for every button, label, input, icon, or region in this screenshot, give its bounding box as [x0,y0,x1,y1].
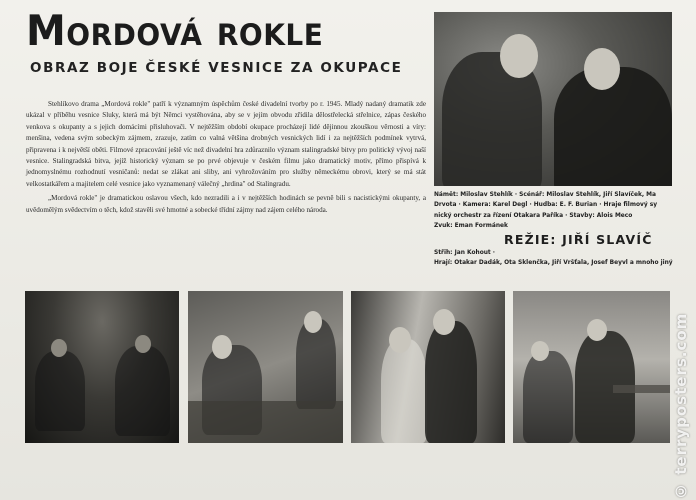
credits-line: Střih: Jan Kohout · [434,249,496,256]
poster-subtitle: OBRAZ BOJE ČESKÉ VESNICE ZA OKUPACE [30,60,403,76]
credits-line: Námět: Miloslav Stehlík · Scénář: Miloslav Stehlík, Jiří Slavíček, Ma [434,192,656,198]
still-photo-couple [351,291,505,443]
director-credit: REŽIE: JIŘÍ SLAVÍČ [504,231,653,247]
credits-line: Drvota · Kamera: Karel Degl · Hudba: E. F. Burian · Hraje filmový sy [434,202,658,209]
still-photo-ravine [25,291,179,443]
synopsis-text [26,99,426,219]
credits-block [434,190,674,268]
still-photo-handshake [434,12,672,186]
cast-line: Hrají: Otakar Dadák, Ota Sklenčka, Jiří Vršťala, Josef Beyvl a mnoho jiný [434,260,673,267]
synopsis-paragraph: Stehlíkovo drama „Mordová rokle" patří k významným úspěchům české divadelní tvorby po r. 1945. Mladý nadaný dramatik zde ukázal v příběhu vesnice Sluky, která má být Němci vystěhována, aby se v jejím obvodu zřídila dělostřelecká střelnice, zápas českého venkova s okupanty a s jejich domácími přisluhovači. V nejtěžším období okupace procházejí lidé dějinnou zkouškou věrnosti a víry: menšina, vedena svým sobeckým zájmem, zrazuje, zatím co valná většina drobných vesnických lidí i za nejtěžších podmínek vytrvá, připravena i k největší oběti. Filmové zpracování ještě víc než divadelní hra zdůraznilo význam stalingradské bitvy pro politický vývoj naší vesnice. Stalingradská bitva, jejíž historický význam se po prvé objevuje v českém filmu jako dramatický motiv, přímo přispívá k jednomyslnému rozhodnutí vesničanů: nedat se zlákat ani sliby, ani vyhrožováním pro služby německému obrovi, který se má stát velkostatkářem a majitelem celé vesnice jako vyznamenaný válečný „hrdina" od Stalingradu. [26,100,426,188]
credits-line: Zvuk: Eman Formánek [434,223,508,230]
credits-line: nický orchestr za řízení Otakara Paříka · Stavby: Alois Meco [434,212,633,219]
synopsis-paragraph: „Mordová rokle" je dramatickou oslavou všech, kdo nezradili a i v nejtěžších hodinách se pevně bili s nacistickými okupanty, a uvědomělým svědectvím o těch, kdož stavěli své hmotné a sobecké třídní zájmy nad zájem celého národa. [26,194,426,214]
poster-title: Mordová rokle [26,7,324,56]
still-photo-office [188,291,343,443]
watermark-text: © terryposters.com [672,312,690,500]
still-photo-pub [513,291,670,443]
